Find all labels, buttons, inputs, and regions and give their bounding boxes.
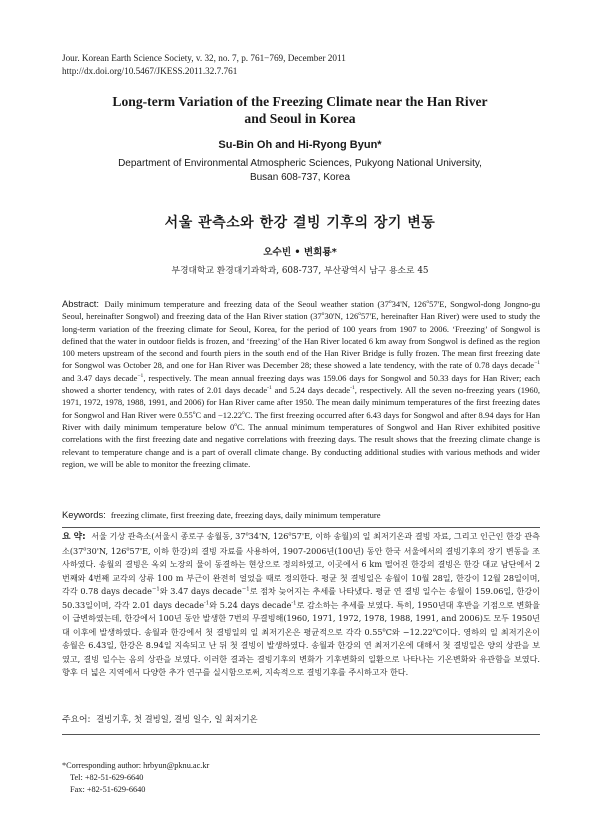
degree-mark: o [426,299,430,306]
author-list: Su-Bin Oh and Hi-Ryong Byun* [218,139,382,151]
journal-citation: Jour. Korean Earth Science Society, v. 32, no. 7, p. 761−769, December 2011 [62,53,346,63]
exponent: -1 [267,385,272,392]
abstract-text: 57'E, Songwol-dong Jongno-gu Seoul, hereinafter Songwol) and freezing data of the Han River station (37 [62,299,541,322]
korean-abstract-text: 로 감소하는 추세를 보였다. 특히, 1950년대 후반을 기점으로 변화율이 급변하였는데, 한강에서 100년 동안 발생한 7번의 무결빙해(1960, 1971, 1972, 1978, 1988, 1991, and 2006)도 모두 1950년대 이후에 발생하였다. 송월과 한강에서 첫 결빙일의 일 최저기온은 평균적으로 각각 0.55 [62,599,540,637]
degree-mark: o [388,299,392,306]
journal-doi[interactable]: http://dx.doi.org/10.5467/JKESS.2011.32.7.761 [62,66,238,76]
section-divider [62,734,540,735]
degree-mark: o [242,409,245,416]
fax-number: Fax: +82-51-629-6640 [70,784,146,794]
exponent: −1 [534,360,540,367]
korean-abstract-text: C와 −12.22 [385,626,433,637]
korean-abstract [62,530,540,680]
abstract-text: Daily minimum temperature and freezing data of the Seoul weather station (37 [101,299,389,309]
degree-mark: o [288,531,292,538]
paper-title [40,93,560,127]
korean-keywords-label: 주요어: [62,715,91,725]
exponent: -1 [350,385,355,392]
title-line-2: and Seoul in Korea [244,111,356,126]
english-abstract [62,298,540,470]
korean-abstract-text: 34'N, 126 [248,531,289,541]
corresponding-author-footnote [62,760,209,795]
abstract-text: C. The first freezing occurred after 6.43 days for Songwol and after 8.94 days for Han River with daily minimum temperature below 0 [62,409,540,432]
keywords-label: Keywords: [62,509,106,520]
korean-abstract-text: 57'E, 이하 송월)의 일 최저기온과 결빙 자료, 그리고 인근인 한강 관측소(37 [62,531,540,556]
section-divider [62,527,540,528]
korean-keywords [62,712,540,725]
corresponding-author-email: *Corresponding author: hrbyun@pknu.ac.kr [62,761,210,770]
korean-author-list: 오수빈 • 변희룡* [263,247,337,258]
exponent: −1 [241,586,250,593]
degree-mark: o [234,422,238,429]
abstract-text: 34'N, 126 [391,299,427,309]
korean-keywords-text: 결빙기후, 첫 결빙일, 결빙 일수, 일 최저기온 [93,714,258,724]
telephone-number: Tel: +82-51-629-6640 [70,772,144,782]
abstract-text: and 3.47 days decade [62,372,138,383]
degree-mark: o [245,531,249,538]
degree-mark: o [432,626,436,633]
korean-abstract-text: 30'N, 126 [86,545,127,556]
abstract-text: and 5.24 days decade [271,385,351,396]
english-keywords [62,509,540,521]
exponent: -1 [204,599,210,606]
degree-mark: o [358,311,362,318]
degree-mark: o [382,626,386,633]
abstract-text: , respectively. The mean annual freezing days was 159.06 days for Songwol and 50.33 days for Han River; each showed a shorter tendency, with rates of 2.01 days decade [62,372,540,396]
degree-mark: o [126,545,130,552]
keywords-text: freezing climate, first freezing date, freezing days, daily minimum temperature [108,510,381,520]
exponent: −1 [151,586,160,593]
korean-affiliation: 부경대학교 환경대기과학과, 608-737, 부산광역시 남구 용소로 45 [171,266,429,276]
korean-abstract-text: 57'E, 이하 한강)의 결빙 자료를 사용하여, 1907-2006년(100년) 동안 한국 서울에서의 결빙기후의 장기 변동을 조사하였다. 송월의 결빙은 옥외 노장의 물이 동결하는 현상으로 정의하였고, 이곳에서 6 km 떨어진 한강의 결빙은 한강 대교 남단에서 2번째와 4번째 교각의 상류 100 m 부근이 완전히 얼었을 때로 정의한다. 평균 첫 결빙일은 송월이 10월 28일, 한강이 12월 28일이며, 각각 0.78 days decade [62,545,540,596]
abstract-text: 57'E, hereinafter Han River) were used to study the long-term variation of the freezing climate for Seoul, Korea, for the period of 100 years from 1907 to 2006. ‘Freezing’ of Songwol is defined that the water in outdoor fields is frozen, and ‘freezing’ of the Han River located 6 km away from Songwol is defined as the region 100 meters upstream of the second and fourth piers in the south end of the Han River Bridge is fully frozen. The mean first freezing date for Songwol was October 28, and one for Han River was December 28; these showed a late tendency, with the rate of 0.78 days decade [62,311,540,371]
korean-abstract-text: 서울 기상 관측소(서울시 종로구 송월동, 37 [88,531,246,541]
abstract-text: 30'N, 126 [324,311,359,322]
abstract-label: Abstract: [62,298,99,309]
title-line-1: Long-term Variation of the Freezing Climate near the Han River [112,94,488,109]
degree-mark: o [321,311,325,318]
affiliation-line-2: Busan 608-737, Korea [249,172,351,183]
exponent: −1 [137,372,144,379]
exponent: -1 [291,599,297,606]
affiliation-line-1: Department of Environmental Atmospheric Sciences, Pukyong National University, [118,158,482,169]
abstract-text: C and −12.22 [195,409,243,420]
abstract-text: , respectively. All the seven no-freezing years (1960, 1971, 1972, 1978, 1988, 1991, and 2006) for Han River came after 1950. The mean daily minimum temperatures of the first freezing dates for Songwol and Han River were 0.55 [62,385,541,420]
korean-abstract-text: C이다. 영하의 일 최저기온이 송월은 6.43일, 한강은 8.94일 지속되고 난 뒤 첫 결빙이 발생하였다. 송월과 한강의 연 최저기온에 대해서 첫 결빙일은 양의 상관을 보였고, 결빙 일수는 음의 상관을 보였다. 이러한 결과는 결빙기후의 변화가 기후변화의 일환으로 나타나는 기온변화와 유관함을 보였다. 향후 더 넓은 지역에서 다양한 추가 연구를 실시함으로써, 지속적으로 결빙기후를 주시하고자 한다. [62,626,540,677]
affiliation [40,157,560,185]
korean-abstract-text: 로 점차 늦어지는 추세를 나타냈다. 평균 연 결빙 일수는 송월이 159.06일, 한강이 50.33일이며, 각각 2.01 days decade [62,586,540,610]
korean-title: 서울 관측소와 한강 결빙 기후의 장기 변동 [164,215,436,231]
abstract-text: C. The annual minimum temperatures of Songwol and Han River exhibited positive correlations with the first freezing date and negative correlations with freezing days. The result shows that the freezing climate change is relevant to temperature change and is a part of overall climate change. By conducting additional studies with various methods and wider region, we will be able to monitor the freezing climate. [62,421,540,469]
degree-mark: o [192,409,196,416]
journal-header [62,52,346,78]
korean-abstract-text: 와 3.47 days decade [159,586,242,596]
degree-mark: o [83,545,87,552]
korean-abstract-label: 요 약: [62,532,86,542]
korean-abstract-text: 와 5.24 days decade [209,599,292,610]
